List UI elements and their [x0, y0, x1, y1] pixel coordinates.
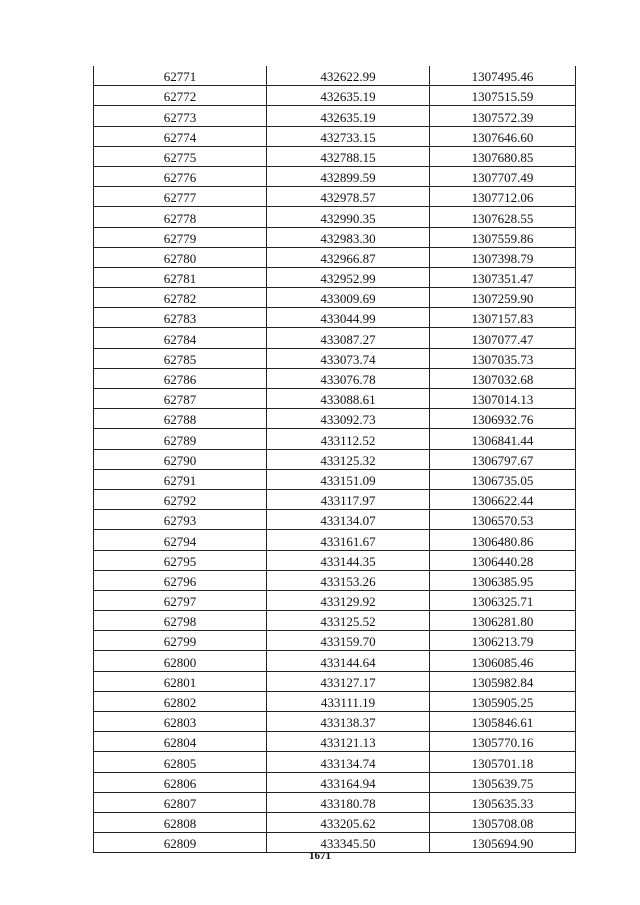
y-coordinate-cell: 1305694.90 — [430, 833, 576, 853]
x-coordinate-cell: 432788.15 — [267, 146, 430, 166]
y-coordinate-cell: 1307398.79 — [430, 247, 576, 267]
x-coordinate-cell: 432983.30 — [267, 227, 430, 247]
x-coordinate-cell: 433125.52 — [267, 611, 430, 631]
table-row — [94, 288, 576, 308]
x-coordinate-cell: 433134.74 — [267, 752, 430, 772]
table-row — [94, 126, 576, 146]
x-coordinate-cell: 433345.50 — [267, 833, 430, 853]
y-coordinate-cell: 1306841.44 — [430, 429, 576, 449]
table-row — [94, 671, 576, 691]
x-coordinate-cell: 433073.74 — [267, 348, 430, 368]
y-coordinate-cell: 1305701.18 — [430, 752, 576, 772]
point-id-cell: 62788 — [94, 409, 267, 429]
table-row — [94, 631, 576, 651]
y-coordinate-cell: 1306085.46 — [430, 651, 576, 671]
x-coordinate-cell: 433087.27 — [267, 328, 430, 348]
x-coordinate-cell: 432952.99 — [267, 267, 430, 287]
x-coordinate-cell: 433153.26 — [267, 570, 430, 590]
y-coordinate-cell: 1306797.67 — [430, 449, 576, 469]
y-coordinate-cell: 1307572.39 — [430, 106, 576, 126]
x-coordinate-cell: 433076.78 — [267, 368, 430, 388]
point-id-cell: 62773 — [94, 106, 267, 126]
point-id-cell: 62779 — [94, 227, 267, 247]
point-id-cell: 62783 — [94, 308, 267, 328]
table-row — [94, 348, 576, 368]
point-id-cell: 62777 — [94, 187, 267, 207]
x-coordinate-cell: 433180.78 — [267, 792, 430, 812]
y-coordinate-cell: 1307495.46 — [430, 66, 576, 86]
point-id-cell: 62786 — [94, 368, 267, 388]
point-id-cell: 62771 — [94, 66, 267, 86]
table-row — [94, 752, 576, 772]
y-coordinate-cell: 1305708.08 — [430, 812, 576, 832]
y-coordinate-cell: 1306281.80 — [430, 611, 576, 631]
x-coordinate-cell: 433205.62 — [267, 812, 430, 832]
point-id-cell: 62790 — [94, 449, 267, 469]
table-row — [94, 510, 576, 530]
coordinate-table — [93, 66, 576, 853]
point-id-cell: 62782 — [94, 288, 267, 308]
y-coordinate-cell: 1305905.25 — [430, 691, 576, 711]
y-coordinate-cell: 1305982.84 — [430, 671, 576, 691]
x-coordinate-cell: 432990.35 — [267, 207, 430, 227]
x-coordinate-cell: 432635.19 — [267, 106, 430, 126]
y-coordinate-cell: 1306325.71 — [430, 590, 576, 610]
table-row — [94, 489, 576, 509]
page-number: 1671 — [309, 850, 331, 862]
x-coordinate-cell: 433138.37 — [267, 712, 430, 732]
x-coordinate-cell: 433112.52 — [267, 429, 430, 449]
point-id-cell: 62799 — [94, 631, 267, 651]
x-coordinate-cell: 433092.73 — [267, 409, 430, 429]
y-coordinate-cell: 1307035.73 — [430, 348, 576, 368]
table-row — [94, 469, 576, 489]
y-coordinate-cell: 1307515.59 — [430, 86, 576, 106]
point-id-cell: 62809 — [94, 833, 267, 853]
y-coordinate-cell: 1306735.05 — [430, 469, 576, 489]
x-coordinate-cell: 432622.99 — [267, 66, 430, 86]
point-id-cell: 62800 — [94, 651, 267, 671]
table-row — [94, 812, 576, 832]
x-coordinate-cell: 433111.19 — [267, 691, 430, 711]
table-row — [94, 449, 576, 469]
x-coordinate-cell: 433161.67 — [267, 530, 430, 550]
y-coordinate-cell: 1305770.16 — [430, 732, 576, 752]
point-id-cell: 62774 — [94, 126, 267, 146]
table-row — [94, 328, 576, 348]
point-id-cell: 62775 — [94, 146, 267, 166]
y-coordinate-cell: 1306622.44 — [430, 489, 576, 509]
y-coordinate-cell: 1307157.83 — [430, 308, 576, 328]
table-row — [94, 227, 576, 247]
y-coordinate-cell: 1305846.61 — [430, 712, 576, 732]
x-coordinate-cell: 433088.61 — [267, 389, 430, 409]
point-id-cell: 62795 — [94, 550, 267, 570]
y-coordinate-cell: 1305635.33 — [430, 792, 576, 812]
x-coordinate-cell: 433117.97 — [267, 489, 430, 509]
table-row — [94, 611, 576, 631]
x-coordinate-cell: 432635.19 — [267, 86, 430, 106]
table-row — [94, 66, 576, 86]
x-coordinate-cell: 433129.92 — [267, 590, 430, 610]
table-row — [94, 712, 576, 732]
point-id-cell: 62802 — [94, 691, 267, 711]
point-id-cell: 62785 — [94, 348, 267, 368]
table-row — [94, 792, 576, 812]
table-row — [94, 651, 576, 671]
table-row — [94, 187, 576, 207]
y-coordinate-cell: 1307680.85 — [430, 146, 576, 166]
point-id-cell: 62792 — [94, 489, 267, 509]
point-id-cell: 62806 — [94, 772, 267, 792]
table-row — [94, 530, 576, 550]
y-coordinate-cell: 1307014.13 — [430, 389, 576, 409]
table-row — [94, 247, 576, 267]
x-coordinate-cell: 433134.07 — [267, 510, 430, 530]
x-coordinate-cell: 433125.32 — [267, 449, 430, 469]
y-coordinate-cell: 1306480.86 — [430, 530, 576, 550]
point-id-cell: 62784 — [94, 328, 267, 348]
x-coordinate-cell: 433159.70 — [267, 631, 430, 651]
y-coordinate-cell: 1307646.60 — [430, 126, 576, 146]
point-id-cell: 62778 — [94, 207, 267, 227]
table-body — [94, 66, 576, 853]
point-id-cell: 62807 — [94, 792, 267, 812]
point-id-cell: 62772 — [94, 86, 267, 106]
table-row — [94, 429, 576, 449]
x-coordinate-cell: 433044.99 — [267, 308, 430, 328]
y-coordinate-cell: 1305639.75 — [430, 772, 576, 792]
y-coordinate-cell: 1307351.47 — [430, 267, 576, 287]
x-coordinate-cell: 433127.17 — [267, 671, 430, 691]
x-coordinate-cell: 433164.94 — [267, 772, 430, 792]
y-coordinate-cell: 1306213.79 — [430, 631, 576, 651]
table-row — [94, 389, 576, 409]
point-id-cell: 62804 — [94, 732, 267, 752]
y-coordinate-cell: 1306440.28 — [430, 550, 576, 570]
x-coordinate-cell: 432733.15 — [267, 126, 430, 146]
x-coordinate-cell: 432966.87 — [267, 247, 430, 267]
point-id-cell: 62803 — [94, 712, 267, 732]
y-coordinate-cell: 1307259.90 — [430, 288, 576, 308]
x-coordinate-cell: 432899.59 — [267, 166, 430, 186]
x-coordinate-cell: 433151.09 — [267, 469, 430, 489]
table-row — [94, 732, 576, 752]
point-id-cell: 62789 — [94, 429, 267, 449]
y-coordinate-cell: 1306385.95 — [430, 570, 576, 590]
table-row — [94, 207, 576, 227]
x-coordinate-cell: 433009.69 — [267, 288, 430, 308]
y-coordinate-cell: 1307712.06 — [430, 187, 576, 207]
table-row — [94, 267, 576, 287]
y-coordinate-cell: 1306570.53 — [430, 510, 576, 530]
x-coordinate-cell: 433144.35 — [267, 550, 430, 570]
table-row — [94, 106, 576, 126]
point-id-cell: 62798 — [94, 611, 267, 631]
y-coordinate-cell: 1306932.76 — [430, 409, 576, 429]
table-row — [94, 550, 576, 570]
table-row — [94, 691, 576, 711]
table-row — [94, 166, 576, 186]
point-id-cell: 62780 — [94, 247, 267, 267]
point-id-cell: 62801 — [94, 671, 267, 691]
table-row — [94, 308, 576, 328]
table-row — [94, 146, 576, 166]
point-id-cell: 62781 — [94, 267, 267, 287]
table-row — [94, 570, 576, 590]
x-coordinate-cell: 432978.57 — [267, 187, 430, 207]
y-coordinate-cell: 1307077.47 — [430, 328, 576, 348]
y-coordinate-cell: 1307559.86 — [430, 227, 576, 247]
point-id-cell: 62793 — [94, 510, 267, 530]
y-coordinate-cell: 1307628.55 — [430, 207, 576, 227]
table-row — [94, 86, 576, 106]
point-id-cell: 62805 — [94, 752, 267, 772]
point-id-cell: 62794 — [94, 530, 267, 550]
table-row — [94, 409, 576, 429]
point-id-cell: 62797 — [94, 590, 267, 610]
table-row — [94, 368, 576, 388]
table-row — [94, 772, 576, 792]
x-coordinate-cell: 433144.64 — [267, 651, 430, 671]
y-coordinate-cell: 1307707.49 — [430, 166, 576, 186]
point-id-cell: 62776 — [94, 166, 267, 186]
table-row — [94, 590, 576, 610]
point-id-cell: 62808 — [94, 812, 267, 832]
x-coordinate-cell: 433121.13 — [267, 732, 430, 752]
point-id-cell: 62796 — [94, 570, 267, 590]
y-coordinate-cell: 1307032.68 — [430, 368, 576, 388]
point-id-cell: 62791 — [94, 469, 267, 489]
point-id-cell: 62787 — [94, 389, 267, 409]
